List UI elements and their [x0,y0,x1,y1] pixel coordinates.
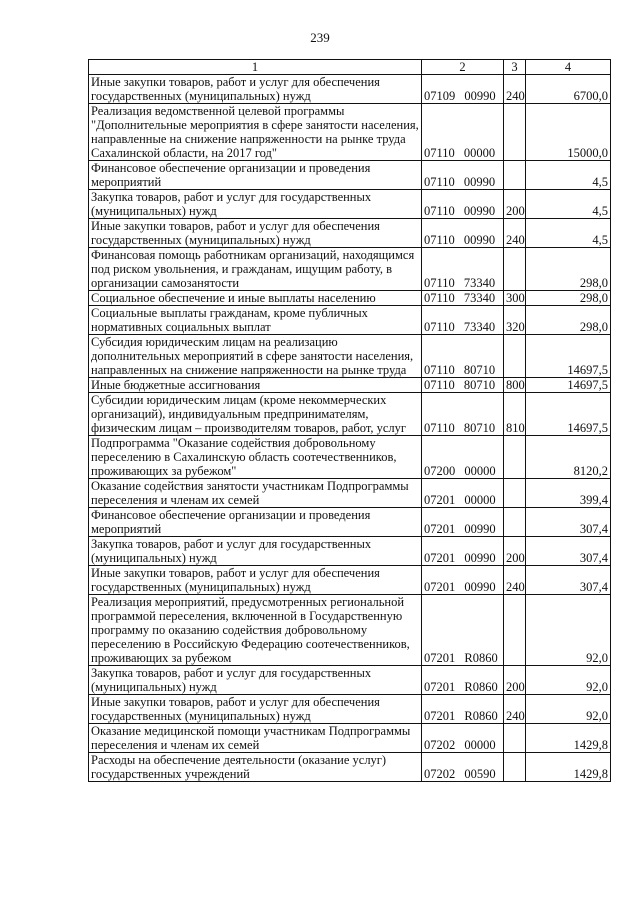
row-code: 07202 00000 [422,724,504,753]
row-name: Иные закупки товаров, работ и услуг для обеспечения государственных (муниципальных) нужд [89,695,422,724]
row-name: Субсидии юридическим лицам (кроме некоммерческих организаций), индивидуальным предпринимателям, физическим лицам – производителям товаров, работ, услуг [89,393,422,436]
table-row [89,219,611,248]
row-name: Закупка товаров, работ и услуг для государственных (муниципальных) нужд [89,190,422,219]
table-row [89,306,611,335]
row-amount: 8120,2 [526,436,611,479]
table-row [89,190,611,219]
row-code: 07110 80710 [422,378,504,393]
row-code: 07110 00990 [422,190,504,219]
row-type [504,335,526,378]
table-row [89,724,611,753]
row-code: 07201 00990 [422,508,504,537]
table-row [89,104,611,161]
row-name: Социальные выплаты гражданам, кроме публичных нормативных социальных выплат [89,306,422,335]
column-header-name: 1 [89,60,422,75]
row-amount: 92,0 [526,595,611,666]
row-amount: 14697,5 [526,378,611,393]
row-name: Финансовое обеспечение организации и проведения мероприятий [89,508,422,537]
row-code: 07201 R0860 [422,666,504,695]
table-body [89,75,611,782]
row-amount: 298,0 [526,291,611,306]
page-number: 239 [310,30,330,45]
table-row [89,335,611,378]
row-amount: 1429,8 [526,753,611,782]
row-amount: 14697,5 [526,393,611,436]
row-type [504,248,526,291]
row-code: 07201 00990 [422,537,504,566]
table-row [89,753,611,782]
row-type [504,161,526,190]
row-amount: 92,0 [526,666,611,695]
table-row [89,695,611,724]
table-row [89,595,611,666]
row-type [504,724,526,753]
row-amount: 6700,0 [526,75,611,104]
row-code: 07110 73340 [422,248,504,291]
table-row [89,479,611,508]
table-row [89,248,611,291]
row-type: 320 [504,306,526,335]
row-name: Финансовая помощь работникам организаций, находящимся под риском увольнения, и гражданам, ищущим работу, в организации самозанятости [89,248,422,291]
row-type: 240 [504,695,526,724]
row-code: 07201 00000 [422,479,504,508]
row-code: 07201 R0860 [422,695,504,724]
row-name: Оказание содействия занятости участникам Подпрограммы переселения и членам их семей [89,479,422,508]
row-name: Финансовое обеспечение организации и проведения мероприятий [89,161,422,190]
row-code: 07110 80710 [422,393,504,436]
row-type: 240 [504,219,526,248]
row-amount: 307,4 [526,537,611,566]
table-header-row [89,60,611,75]
row-amount: 298,0 [526,248,611,291]
row-type: 800 [504,378,526,393]
row-type: 200 [504,190,526,219]
row-code: 07110 00990 [422,161,504,190]
row-name: Подпрограмма "Оказание содействия добровольному переселению в Сахалинскую область соотечественников, проживающих за рубежом" [89,436,422,479]
row-code: 07110 00000 [422,104,504,161]
row-code: 07110 80710 [422,335,504,378]
row-amount: 4,5 [526,219,611,248]
table-row [89,537,611,566]
row-name: Закупка товаров, работ и услуг для государственных (муниципальных) нужд [89,666,422,695]
column-header-code: 2 [422,60,504,75]
row-amount: 92,0 [526,695,611,724]
row-amount: 399,4 [526,479,611,508]
row-name: Закупка товаров, работ и услуг для государственных (муниципальных) нужд [89,537,422,566]
row-name: Иные закупки товаров, работ и услуг для обеспечения государственных (муниципальных) нужд [89,566,422,595]
row-code: 07110 73340 [422,306,504,335]
row-amount: 307,4 [526,508,611,537]
row-name: Иные закупки товаров, работ и услуг для обеспечения государственных (муниципальных) нужд [89,219,422,248]
row-name: Иные закупки товаров, работ и услуг для обеспечения государственных (муниципальных) нужд [89,75,422,104]
row-type: 200 [504,666,526,695]
row-amount: 4,5 [526,161,611,190]
row-name: Социальное обеспечение и иные выплаты населению [89,291,422,306]
table-row [89,436,611,479]
row-type [504,508,526,537]
row-name: Реализация ведомственной целевой программы "Дополнительные мероприятия в сфере занятости населения, направленные на снижение напряженности на рынке труда Сахалинской области, на 2017 год" [89,104,422,161]
row-name: Субсидия юридическим лицам на реализацию дополнительных мероприятий в сфере занятости населения, направленных на снижение напряженности на рынке труда [89,335,422,378]
column-header-amount: 4 [526,60,611,75]
row-code: 07202 00590 [422,753,504,782]
row-type [504,753,526,782]
row-type: 240 [504,75,526,104]
row-type: 810 [504,393,526,436]
table-row [89,161,611,190]
row-amount: 307,4 [526,566,611,595]
row-amount: 14697,5 [526,335,611,378]
row-amount: 298,0 [526,306,611,335]
row-type [504,104,526,161]
row-type [504,479,526,508]
table-row [89,291,611,306]
row-name: Оказание медицинской помощи участникам Подпрограммы переселения и членам их семей [89,724,422,753]
row-name: Расходы на обеспечение деятельности (оказание услуг) государственных учреждений [89,753,422,782]
column-header-type: 3 [504,60,526,75]
table-row [89,378,611,393]
row-code: 07110 73340 [422,291,504,306]
budget-table [88,59,611,782]
row-type [504,595,526,666]
row-name: Иные бюджетные ассигнования [89,378,422,393]
row-name: Реализация мероприятий, предусмотренных региональной программой переселения, включенной в Государственную программу по оказанию содействия добровольному переселению в Российскую Федерацию соотечественников, проживающих за рубежом [89,595,422,666]
table-row [89,508,611,537]
row-code: 07109 00990 [422,75,504,104]
row-amount: 15000,0 [526,104,611,161]
row-code: 07200 00000 [422,436,504,479]
table-row [89,666,611,695]
row-type [504,436,526,479]
row-type: 240 [504,566,526,595]
row-type: 300 [504,291,526,306]
row-amount: 4,5 [526,190,611,219]
row-code: 07110 00990 [422,219,504,248]
row-code: 07201 00990 [422,566,504,595]
table-row [89,566,611,595]
table-row [89,75,611,104]
table-row [89,393,611,436]
row-amount: 1429,8 [526,724,611,753]
row-code: 07201 R0860 [422,595,504,666]
row-type: 200 [504,537,526,566]
